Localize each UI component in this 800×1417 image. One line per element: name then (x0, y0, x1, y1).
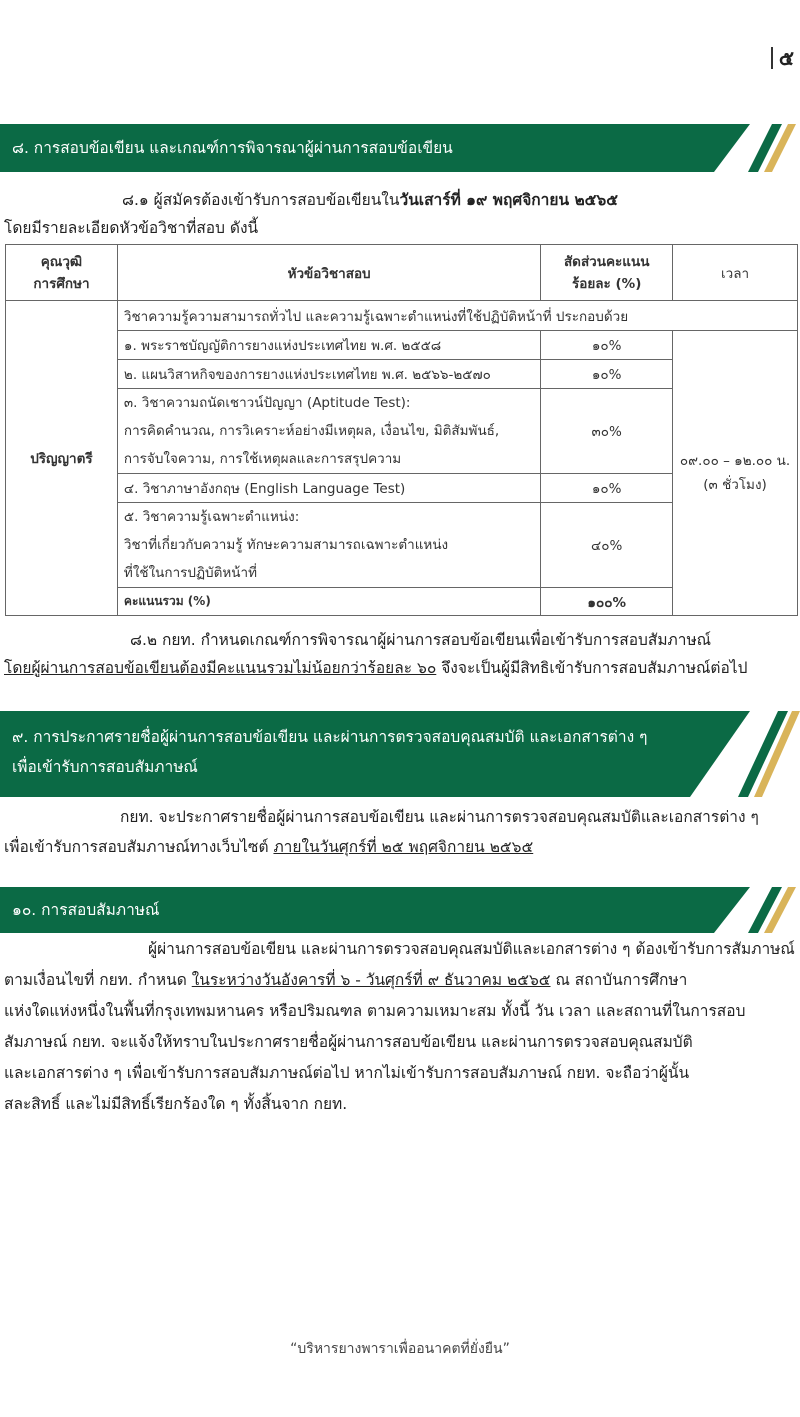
interview-dates: ในระหว่างวันอังคารที่ ๖ - วันศุกร์ที่ ๙ ธันวาคม ๒๕๖๕ (191, 971, 551, 989)
section-9-line2 (4, 831, 533, 863)
section-10-line4: สัมภาษณ์ กยท. จะแจ้งให้ทราบในประกาศรายชื่อผู้ผ่านการสอบข้อเขียน และผ่านการตรวจสอบคุณสมบัติ (4, 1033, 693, 1051)
section-10-line5: และเอกสารต่าง ๆ เพื่อเข้ารับการสอบสัมภาษณ์ต่อไป หากไม่เข้ารับการสอบสัมภาษณ์ กยท. จะถือว่าผู้นั้น (4, 1064, 690, 1082)
intro-cell: วิชาความรู้ความสามารถทั่วไป และความรู้เฉพาะตำแหน่งที่ใช้ปฏิบัติหน้าที่ ประกอบด้วย (117, 301, 797, 331)
exam-subjects-table (5, 244, 798, 616)
section-10-line6: สละสิทธิ์ และไม่มีสิทธิ์เรียกร้องใด ๆ ทั้งสิ้นจาก กยท. (4, 1095, 348, 1113)
footer-slogan: “บริหารยางพาราเพื่ออนาคตที่ยั่งยืน” (290, 1341, 510, 1357)
section-10-line2 (4, 964, 687, 996)
text: จึงจะเป็นผู้มีสิทธิเข้ารับการสอบสัมภาษณ์ต่อไป (436, 659, 748, 677)
section-10-title: ๑๐. การสอบสัมภาษณ์ (12, 901, 160, 919)
table-row (6, 331, 798, 360)
section-9-title-line1: ๙. การประกาศรายชื่อผู้ผ่านการสอบข้อเขียน และผ่านการตรวจสอบคุณสมบัติ และเอกสารต่าง ๆ (12, 728, 648, 746)
percent-cell: ๓๐% (541, 389, 673, 474)
header-stripes-decoration (740, 887, 800, 933)
text: เพื่อเข้ารับการสอบสัมภาษณ์ทางเว็บไซต์ (4, 838, 274, 856)
time-duration: (๓ ชั่วโมง) (703, 477, 767, 493)
section-8-2-line1: ๘.๒ กยท. กำหนดเกณฑ์การพิจารณาผู้ผ่านการสอบข้อเขียนเพื่อเข้ารับการสอบสัมภาษณ์ (130, 631, 712, 649)
header-subject: หัวข้อวิชาสอบ (117, 245, 540, 301)
section-9-title-line2: เพื่อเข้ารับการสอบสัมภาษณ์ (12, 758, 198, 776)
percent-cell: ๑๐% (541, 360, 673, 389)
percent-cell: ๑๐% (541, 331, 673, 360)
subject-cell: ๓. วิชาความถนัดเชาวน์ปัญญา (Aptitude Test): การคิดคำนวณ, การวิเคราะห์อย่างมีเหตุผล, เงื่อนไข, มิติสัมพันธ์, การจับใจความ, การใช้เหตุผลและการสรุปความ (117, 389, 540, 474)
text: ตามเงื่อนไขที่ กยท. กำหนด (4, 971, 192, 989)
time-cell (673, 331, 798, 616)
table-header-row (6, 245, 798, 301)
subject-cell: ๑. พระราชบัญญัติการยางแห่งประเทศไทย พ.ศ. ๒๕๕๘ (117, 331, 540, 360)
text: ๘.๑ ผู้สมัครต้องเข้ารับการสอบข้อเขียนใน (122, 191, 400, 209)
announcement-date: ภายในวันศุกร์ที่ ๒๕ พฤศจิกายน ๒๕๖๕ (273, 838, 534, 856)
page-number (771, 42, 794, 74)
pass-criteria: โดยผู้ผ่านการสอบข้อเขียนต้องมีคะแนนรวมไม่น้อยกว่าร้อยละ ๖๐ (4, 659, 437, 677)
percent-cell: ๔๐% (541, 503, 673, 588)
section-10-header (0, 887, 800, 933)
total-percent: ๑๐๐% (541, 588, 673, 616)
header-stripes-decoration (740, 124, 800, 172)
subject-cell: ๕. วิชาความรู้เฉพาะตำแหน่ง: วิชาที่เกี่ยวกับความรู้ ทักษะความสามารถเฉพาะตำแหน่ง ที่ใช้ในการปฏิบัติหน้าที่ (117, 503, 540, 588)
section-8-title: ๘. การสอบข้อเขียน และเกณฑ์การพิจารณาผู้ผ่านการสอบข้อเขียน (12, 139, 453, 157)
exam-date: วันเสาร์ที่ ๑๙ พฤศจิกายน ๒๕๖๕ (399, 191, 618, 209)
section-8-1-line2: โดยมีรายละเอียดหัวข้อวิชาที่สอบ ดังนี้ (4, 219, 259, 237)
subject-cell: ๔. วิชาภาษาอังกฤษ (English Language Test) (117, 474, 540, 503)
header-stripes-decoration (730, 711, 800, 797)
time-range: ๐๙.๐๐ – ๑๒.๐๐ น. (679, 453, 791, 469)
percent-cell: ๑๐% (541, 474, 673, 503)
table-row-intro (6, 301, 798, 331)
page-number-divider (771, 47, 773, 69)
header-qualification: คุณวุฒิ การศึกษา (6, 245, 118, 301)
subject-cell: ๒. แผนวิสาหกิจของการยางแห่งประเทศไทย พ.ศ. ๒๕๖๖-๒๕๗๐ (117, 360, 540, 389)
header-time: เวลา (673, 245, 798, 301)
section-8-header (0, 124, 800, 172)
section-9-header (0, 711, 800, 797)
text: ณ สถาบันการศึกษา (550, 971, 688, 989)
qualification-cell: ปริญญาตรี (6, 301, 118, 616)
page-number-value: ๕ (778, 46, 794, 70)
section-8-2-line2 (4, 652, 747, 684)
section-10-line1: ผู้ผ่านการสอบข้อเขียน และผ่านการตรวจสอบคุณสมบัติและเอกสารต่าง ๆ ต้องเข้ารับการสัมภาษณ์ (148, 940, 795, 958)
section-10-line3: แห่งใดแห่งหนึ่งในพื้นที่กรุงเทพมหานคร หรือปริมณฑล ตามความเหมาะสม ทั้งนี้ วัน เวลา และสถานที่ในการสอบ (4, 1002, 746, 1020)
header-ratio: สัดส่วนคะแนน ร้อยละ (%) (541, 245, 673, 301)
total-label: คะแนนรวม (%) (117, 588, 540, 616)
section-9-line1: กยท. จะประกาศรายชื่อผู้ผ่านการสอบข้อเขียน และผ่านการตรวจสอบคุณสมบัติและเอกสารต่าง ๆ (120, 808, 759, 826)
